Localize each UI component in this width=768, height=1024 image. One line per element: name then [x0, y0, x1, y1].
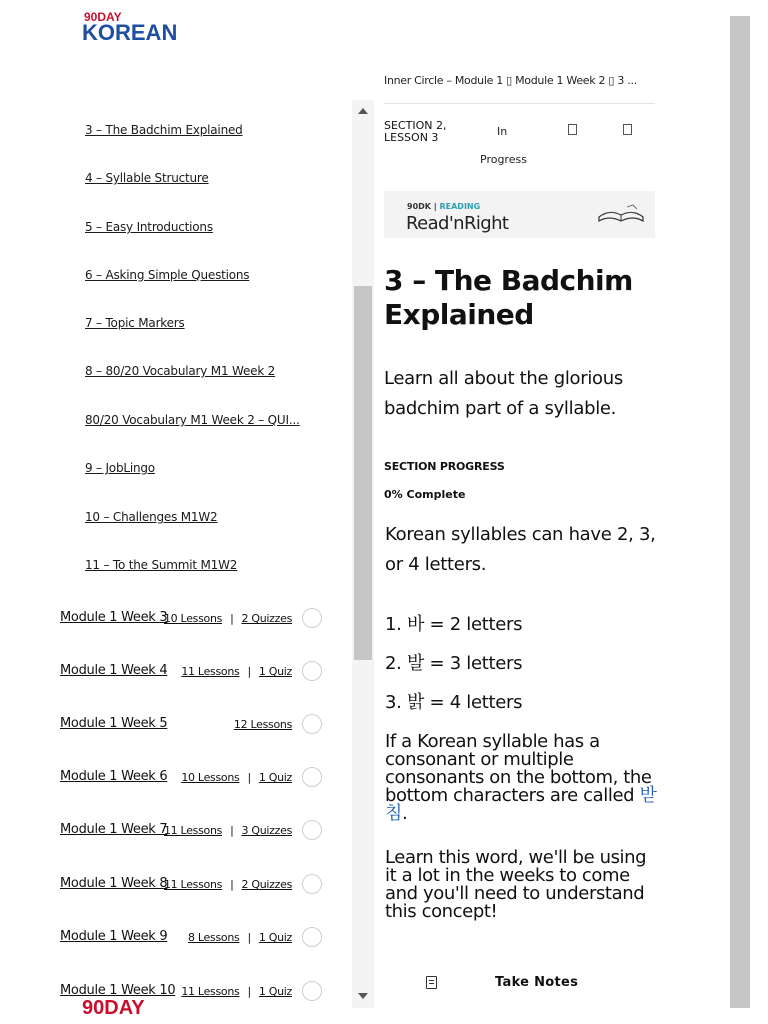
example-list-item: 2. 발 = 3 letters — [385, 653, 523, 674]
previous-lesson-icon[interactable] — [568, 124, 577, 135]
module-meta — [164, 612, 292, 625]
module-status-circle — [302, 820, 322, 840]
sidebar-lesson-link[interactable]: 11 – To the Summit M1W2 — [85, 558, 238, 572]
sidebar-lesson-link[interactable]: 80/20 Vocabulary M1 Week 2 – QUI... — [85, 413, 300, 427]
module-quizzes-count[interactable]: 1 Quiz — [258, 771, 292, 784]
module-row[interactable] — [60, 876, 330, 898]
badchim-paragraph-end: . — [402, 803, 408, 824]
sidebar-scrollbar-thumb[interactable] — [354, 286, 372, 660]
scroll-down-arrow-icon[interactable] — [358, 993, 368, 999]
closing-paragraph: Learn this word, we'll be using it a lot in the weeks to come and you'll need to understand this concept! — [385, 847, 647, 922]
module-status-circle — [302, 661, 322, 681]
module-title[interactable]: Module 1 Week 10 — [60, 983, 176, 998]
logo-top-text: 90DAY — [84, 10, 122, 24]
module-meta — [181, 665, 292, 678]
module-meta — [181, 771, 292, 784]
module-lessons-count[interactable]: 11 Lessons — [181, 985, 240, 998]
sidebar-lesson-link[interactable]: 6 – Asking Simple Questions — [85, 268, 250, 282]
footer-logo-text: 90DAY — [82, 997, 145, 1014]
module-row[interactable] — [60, 769, 330, 791]
banner-title: Read'nRight — [406, 213, 509, 234]
module-status-circle — [302, 767, 322, 787]
sidebar-lesson-link[interactable]: 9 – JobLingo — [85, 461, 155, 475]
module-row[interactable] — [60, 716, 330, 738]
reading-banner[interactable] — [384, 191, 655, 238]
example-list-item: 1. 바 = 2 letters — [385, 614, 523, 635]
module-title[interactable]: Module 1 Week 4 — [60, 663, 168, 678]
module-lessons-count[interactable]: 12 Lessons — [233, 718, 292, 731]
module-quizzes-count[interactable]: 1 Quiz — [258, 985, 292, 998]
badchim-hangul: 받침 — [385, 785, 657, 824]
module-status-circle — [302, 981, 322, 1001]
module-lessons-count[interactable]: 11 Lessons — [181, 665, 240, 678]
module-row[interactable] — [60, 610, 330, 632]
lesson-intro-paragraph: Korean syllables can have 2, 3, or 4 letters. — [385, 524, 656, 575]
module-lessons-count[interactable]: 10 Lessons — [163, 612, 223, 625]
status-text-line2: Progress — [480, 153, 527, 166]
sidebar-lesson-link[interactable]: 7 – Topic Markers — [85, 316, 185, 330]
badchim-paragraph — [385, 733, 660, 823]
module-meta — [181, 985, 292, 998]
module-meta — [164, 824, 292, 837]
notes-icon[interactable] — [426, 976, 437, 989]
module-lessons-count[interactable]: 8 Lessons — [188, 931, 240, 944]
meta-separator: | — [230, 612, 234, 625]
module-status-circle — [302, 608, 322, 628]
module-quizzes-count[interactable]: 3 Quizzes — [241, 824, 292, 837]
module-lessons-count[interactable]: 11 Lessons — [163, 824, 223, 837]
sidebar-lesson-link[interactable]: 3 – The Badchim Explained — [85, 123, 243, 137]
meta-separator: | — [247, 665, 251, 678]
module-title[interactable]: Module 1 Week 3 — [60, 610, 168, 625]
module-status-circle — [302, 714, 322, 734]
module-title[interactable]: Module 1 Week 5 — [60, 716, 168, 731]
module-status-circle — [302, 874, 322, 894]
module-quizzes-count[interactable]: 2 Quizzes — [241, 612, 292, 625]
lesson-label-line: LESSON 3 — [384, 131, 439, 144]
site-logo[interactable] — [82, 10, 192, 44]
page-scrollbar[interactable] — [730, 16, 750, 1008]
example-list-item: 3. 밝 = 4 letters — [385, 692, 523, 713]
module-status-circle — [302, 927, 322, 947]
sidebar-lesson-link[interactable]: 10 – Challenges M1W2 — [85, 510, 218, 524]
scroll-up-arrow-icon[interactable] — [358, 108, 368, 114]
breadcrumb-divider — [384, 103, 655, 104]
module-quizzes-count[interactable]: 2 Quizzes — [241, 878, 292, 891]
footer-logo[interactable] — [82, 992, 172, 1014]
meta-separator: | — [247, 985, 251, 998]
open-book-icon — [597, 203, 645, 225]
module-title[interactable]: Module 1 Week 8 — [60, 876, 168, 891]
section-label-line: SECTION 2, — [384, 119, 447, 132]
meta-separator: | — [230, 824, 234, 837]
lesson-description: Learn all about the glorious badchim part of a syllable. — [384, 368, 623, 419]
banner-brand-name: 90DK — [407, 202, 431, 211]
module-meta — [164, 878, 292, 891]
module-row[interactable] — [60, 929, 330, 951]
module-lessons-count[interactable]: 11 Lessons — [163, 878, 223, 891]
module-row[interactable] — [60, 822, 330, 844]
module-title[interactable]: Module 1 Week 9 — [60, 929, 168, 944]
module-meta — [188, 931, 292, 944]
course-sidebar — [0, 100, 352, 1008]
module-quizzes-count[interactable]: 1 Quiz — [258, 665, 292, 678]
take-notes-button[interactable]: Take Notes — [495, 975, 579, 990]
section-progress-heading: SECTION PROGRESS — [384, 460, 505, 473]
sidebar-lesson-link[interactable]: 8 – 80/20 Vocabulary M1 Week 2 — [85, 364, 276, 378]
module-row[interactable] — [60, 663, 330, 685]
lesson-title: 3 – The Badchim Explained — [384, 264, 633, 331]
module-title[interactable]: Module 1 Week 7 — [60, 822, 168, 837]
module-meta — [234, 718, 292, 731]
next-lesson-icon[interactable] — [623, 124, 632, 135]
section-lesson-label — [384, 120, 446, 144]
meta-separator: | — [247, 771, 251, 784]
badchim-paragraph-text: If a Korean syllable has a consonant or multiple consonants on the bottom, the bottom characters are called — [385, 731, 652, 806]
module-title[interactable]: Module 1 Week 6 — [60, 769, 168, 784]
status-text-line1: In — [497, 125, 508, 138]
sidebar-lesson-link[interactable]: 5 – Easy Introductions — [85, 220, 213, 234]
banner-brand: 90DK | READING — [407, 202, 481, 211]
meta-separator: | — [247, 931, 251, 944]
banner-category: READING — [439, 202, 481, 211]
module-quizzes-count[interactable]: 1 Quiz — [258, 931, 292, 944]
meta-separator: | — [230, 878, 234, 891]
section-progress-value: 0% Complete — [384, 488, 466, 501]
sidebar-lesson-link[interactable]: 4 – Syllable Structure — [85, 171, 209, 185]
module-lessons-count[interactable]: 10 Lessons — [181, 771, 240, 784]
breadcrumb[interactable]: Inner Circle – Module 1 ▯ Module 1 Week 2 ▯ 3 ... — [384, 74, 637, 87]
logo-text: KOREAN — [82, 20, 178, 44]
